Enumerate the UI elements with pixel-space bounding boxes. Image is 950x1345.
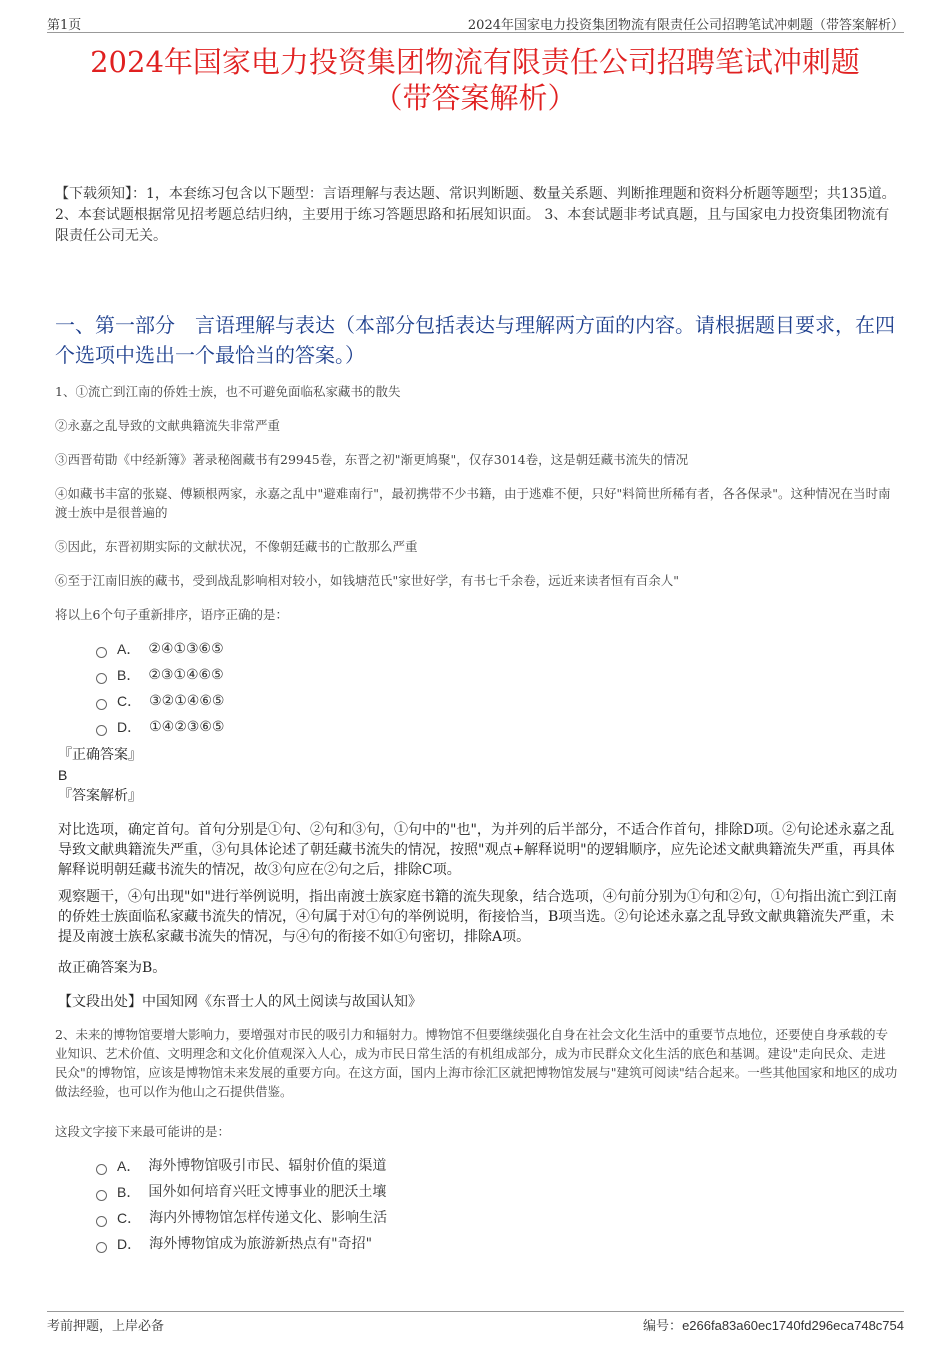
analysis-label: 『答案解析』 (58, 788, 142, 804)
footer-code (643, 1315, 904, 1334)
title-line-2: （带答案解析） (373, 81, 577, 115)
q1-sentence-1: 1、①流亡到江南的侨姓士族，也不可避免面临私家藏书的散失 (55, 384, 401, 399)
q1-sentence-5: ⑤因此，东晋初期实际的文献状况，不像朝廷藏书的亡散那么严重 (55, 539, 418, 554)
footer-slogan: 考前押题，上岸必备 (47, 1319, 165, 1334)
q2-option-d[interactable]: D． 海外博物馆成为旅游新热点有"奇招" (96, 1231, 387, 1257)
analysis-paragraph-2: 观察题干，④句出现"如"进行举例说明，指出南渡士族家庭书籍的流失现象，结合选项，④句前分别为①句和②句，①句指出流亡到江南的侨姓士族面临私家藏书流失的情况，④句属于对①句的举例说明，衔接恰当，B项当选。②句论述永嘉之乱导致文献典籍流失严重，未提及南渡士族私家藏书流失的情况，与④句的衔接不如①句密切，排除A项。 (58, 889, 897, 945)
q1-option-c[interactable]: C． ③②①④⑥⑤ (96, 688, 224, 714)
q2-option-b[interactable]: B． 国外如何培育兴旺文博事业的肥沃土壤 (96, 1179, 387, 1205)
page-number: 第1页 (47, 18, 82, 33)
header-doc-title: 2024年国家电力投资集团物流有限责任公司招聘笔试冲刺题（带答案解析） (467, 18, 904, 33)
page-header (47, 12, 904, 33)
q1-sentence-6: ⑥至于江南旧族的藏书，受到战乱影响相对较小，如钱塘范氏"家世好学，有书七千余卷，远近来读者恒有百余人" (55, 573, 680, 588)
footer-code-value: e266fa83a60ec1740fd296eca748c754 (682, 1318, 904, 1333)
radio-icon[interactable] (96, 725, 107, 736)
q1-sentence-2: ②永嘉之乱导致的文献典籍流失非常严重 (55, 418, 281, 433)
radio-icon[interactable] (96, 1190, 107, 1201)
q1-option-b[interactable]: B． ②③①④⑥⑤ (96, 662, 224, 688)
section-heading: 一、第一部分 言语理解与表达（本部分包括表达与理解两方面的内容。请根据题目要求，在四个选项中选出一个最恰当的答案。） (55, 313, 895, 367)
download-notice: 【下载须知】：1，本套练习包含以下题型：言语理解与表达题、常识判断题、数量关系题、判断推理题和资料分析题等题型；共135道。 2、本套试题根据常见招考题总结归纳，主要用于练习答题思路和拓展知识面。 3、本套试题非考试真题，且与国家电力投资集团物流有限责任公司无关。 (55, 186, 896, 244)
radio-icon[interactable] (96, 699, 107, 710)
q1-sentence-3: ③西晋荀勖《中经新簿》著录秘阁藏书有29945卷，东晋之初"渐更鸠聚"，仅存3014卷，这是朝廷藏书流失的情况 (55, 452, 689, 467)
q2-option-a[interactable]: A． 海外博物馆吸引市民、辐射价值的渠道 (96, 1153, 387, 1179)
radio-icon[interactable] (96, 1216, 107, 1227)
source-citation: 【文段出处】中国知网《东晋士人的风土阅读与故国认知》 (58, 994, 422, 1010)
title-line-1: 2024年国家电力投资集团物流有限责任公司招聘笔试冲刺题 (90, 45, 860, 79)
radio-icon[interactable] (96, 1164, 107, 1175)
q2-passage: 2、未来的博物馆要增大影响力，要增强对市民的吸引力和辐射力。博物馆不但要继续强化自身在社会文化生活中的重要节点地位，还要使自身承载的专业知识、艺术价值、文明理念和文化价值观深入人心，成为市民日常生活的有机组成部分，成为市民群众文化生活的底色和基调。建设"走向民众、走进民众"的博物馆，应该是博物馆未来发展的重要方向。在这方面，国内上海市徐汇区就把博物馆发展与"建筑可阅读"结合起来。一些其他国家和地区的成功做法经验，也可以作为他山之石提供借鉴。 (55, 1027, 898, 1099)
answer-value: B (58, 767, 68, 783)
q2-stem: 这段文字接下来最可能讲的是： (55, 1124, 231, 1139)
radio-icon[interactable] (96, 1242, 107, 1253)
q1-stem: 将以上6个句子重新排序，语序正确的是： (55, 607, 288, 622)
q1-sentence-4: ④如藏书丰富的张嶷、傅颖根两家，永嘉之乱中"避难南行"，最初携带不少书籍，由于逃难不便，只好"料简世所稀有者，各各保录"。这种情况在当时南渡士族中是很普遍的 (55, 486, 891, 520)
analysis-conclusion: 故正确答案为B。 (58, 960, 167, 976)
page-title (40, 44, 910, 116)
q1-options (96, 636, 224, 740)
q1-option-d[interactable]: D． ①④②③⑥⑤ (96, 714, 224, 740)
analysis-paragraph-1: 对比选项，确定首句。首句分别是①句、②句和③句，①句中的"也"，为并列的后半部分，不适合作首句，排除D项。②句论述永嘉之乱导致文献典籍流失严重，③句具体论述了朝廷藏书流失的情况，按照"观点+解释说明"的逻辑顺序，应先论述文献典籍流失严重，再具体解释说明朝廷藏书流失的情况，故③句应在②句之后，排除C项。 (58, 822, 895, 878)
radio-icon[interactable] (96, 647, 107, 658)
footer-code-label: 编号： (643, 1319, 683, 1334)
q2-option-c[interactable]: C． 海内外博物馆怎样传递文化、影响生活 (96, 1205, 387, 1231)
radio-icon[interactable] (96, 673, 107, 684)
page-footer (47, 1311, 904, 1334)
q1-option-a[interactable]: A． ②④①③⑥⑤ (96, 636, 224, 662)
answer-label: 『正确答案』 (58, 747, 142, 763)
q2-options (96, 1153, 387, 1257)
